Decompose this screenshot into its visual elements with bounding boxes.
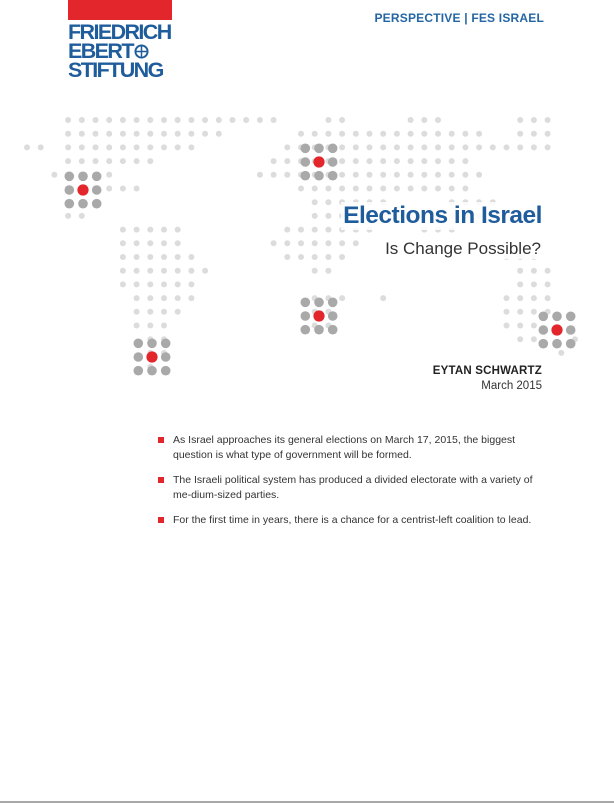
map-dot bbox=[435, 131, 441, 137]
map-dot bbox=[325, 186, 331, 192]
map-dot bbox=[462, 131, 468, 137]
map-dot bbox=[408, 172, 414, 178]
map-dot bbox=[531, 295, 537, 301]
map-dot bbox=[134, 158, 140, 164]
map-dot bbox=[188, 117, 194, 123]
map-dot bbox=[106, 144, 112, 150]
map-dot bbox=[78, 199, 88, 209]
map-dot bbox=[531, 268, 537, 274]
bullet-marker bbox=[158, 437, 164, 443]
map-dot bbox=[517, 295, 523, 301]
map-dot bbox=[421, 172, 427, 178]
map-dot bbox=[339, 172, 345, 178]
map-dot bbox=[175, 254, 181, 260]
map-dot bbox=[65, 131, 71, 137]
map-dot bbox=[134, 186, 140, 192]
map-dot bbox=[175, 268, 181, 274]
map-dot bbox=[147, 158, 153, 164]
map-dot bbox=[188, 268, 194, 274]
map-dot bbox=[435, 186, 441, 192]
map-dot bbox=[504, 309, 510, 315]
series-label: PERSPECTIVE | FES ISRAEL bbox=[374, 11, 544, 25]
map-dot bbox=[339, 295, 345, 301]
dotted-world-map bbox=[0, 0, 614, 400]
map-dot bbox=[545, 131, 551, 137]
map-dot bbox=[298, 227, 304, 233]
map-dot bbox=[106, 172, 112, 178]
map-dot bbox=[298, 240, 304, 246]
map-dot bbox=[353, 186, 359, 192]
map-dot bbox=[120, 186, 126, 192]
map-dot bbox=[449, 172, 455, 178]
map-dot bbox=[367, 158, 373, 164]
map-dot bbox=[301, 311, 311, 321]
map-dot bbox=[312, 227, 318, 233]
map-dot bbox=[301, 325, 311, 335]
map-dot bbox=[394, 186, 400, 192]
map-dot bbox=[339, 144, 345, 150]
map-dot bbox=[134, 295, 140, 301]
map-dot bbox=[517, 309, 523, 315]
map-dot bbox=[545, 117, 551, 123]
map-dot bbox=[517, 268, 523, 274]
map-dot bbox=[539, 312, 549, 322]
map-dot bbox=[449, 144, 455, 150]
map-dot bbox=[339, 158, 345, 164]
map-dot bbox=[313, 310, 324, 321]
map-dot bbox=[408, 144, 414, 150]
map-dot bbox=[301, 298, 311, 308]
map-dot bbox=[175, 227, 181, 233]
map-dot bbox=[120, 268, 126, 274]
map-dot bbox=[314, 325, 324, 335]
map-dot bbox=[120, 144, 126, 150]
map-dot bbox=[328, 171, 338, 181]
map-dot bbox=[545, 295, 551, 301]
map-dot bbox=[147, 339, 157, 349]
map-dot bbox=[367, 172, 373, 178]
map-dot bbox=[339, 186, 345, 192]
map-dot bbox=[517, 336, 523, 342]
map-dot bbox=[380, 186, 386, 192]
map-dot bbox=[312, 199, 318, 205]
map-dot bbox=[312, 254, 318, 260]
map-dot bbox=[79, 144, 85, 150]
map-dot bbox=[545, 144, 551, 150]
map-dot bbox=[339, 117, 345, 123]
map-dot bbox=[558, 350, 564, 356]
map-dot bbox=[353, 240, 359, 246]
summary-bullet bbox=[158, 513, 548, 528]
map-dot bbox=[552, 312, 562, 322]
map-dot bbox=[134, 281, 140, 287]
map-dot bbox=[298, 186, 304, 192]
map-dot bbox=[92, 185, 102, 195]
map-dot bbox=[216, 131, 222, 137]
map-dot bbox=[476, 144, 482, 150]
map-dot bbox=[65, 172, 75, 182]
map-dot bbox=[539, 339, 549, 349]
map-dot bbox=[271, 172, 277, 178]
map-dot bbox=[462, 172, 468, 178]
map-dot bbox=[380, 172, 386, 178]
map-dot bbox=[216, 117, 222, 123]
map-dot bbox=[202, 131, 208, 137]
map-dot bbox=[408, 186, 414, 192]
map-dot bbox=[188, 281, 194, 287]
map-dot bbox=[175, 144, 181, 150]
map-dot bbox=[312, 213, 318, 219]
map-dot bbox=[134, 268, 140, 274]
logo-line-2-text: EBERT bbox=[68, 39, 133, 63]
map-dot bbox=[476, 172, 482, 178]
map-dot bbox=[147, 227, 153, 233]
map-dot bbox=[257, 117, 263, 123]
map-dot bbox=[504, 323, 510, 329]
map-dot bbox=[188, 131, 194, 137]
map-dot bbox=[134, 366, 144, 376]
map-dot bbox=[120, 254, 126, 260]
map-dot bbox=[566, 312, 576, 322]
map-dot bbox=[147, 323, 153, 329]
map-dot bbox=[147, 117, 153, 123]
map-dot bbox=[531, 323, 537, 329]
map-dot bbox=[161, 339, 171, 349]
map-dot bbox=[65, 117, 71, 123]
map-dot bbox=[325, 240, 331, 246]
map-dot bbox=[161, 366, 171, 376]
map-dot bbox=[161, 352, 171, 362]
map-dot bbox=[284, 172, 290, 178]
map-dot bbox=[120, 281, 126, 287]
map-dot bbox=[552, 339, 562, 349]
map-dot bbox=[134, 352, 144, 362]
map-dot bbox=[504, 144, 510, 150]
map-dot bbox=[353, 144, 359, 150]
summary-bullet bbox=[158, 473, 548, 503]
publication-date: March 2015 bbox=[481, 380, 542, 392]
map-dot bbox=[517, 323, 523, 329]
map-dot bbox=[367, 144, 373, 150]
map-dot bbox=[380, 144, 386, 150]
map-dot bbox=[517, 281, 523, 287]
map-dot bbox=[175, 117, 181, 123]
map-dot bbox=[421, 158, 427, 164]
map-dot bbox=[531, 131, 537, 137]
map-dot bbox=[353, 131, 359, 137]
map-dot bbox=[147, 268, 153, 274]
map-dot bbox=[147, 309, 153, 315]
map-dot bbox=[93, 158, 99, 164]
map-dot bbox=[435, 117, 441, 123]
map-dot bbox=[120, 227, 126, 233]
map-dot bbox=[531, 281, 537, 287]
map-dot bbox=[284, 144, 290, 150]
map-dot bbox=[328, 157, 338, 167]
map-dot bbox=[449, 131, 455, 137]
map-dot bbox=[325, 213, 331, 219]
map-dot bbox=[325, 268, 331, 274]
map-dot bbox=[380, 295, 386, 301]
map-dot bbox=[134, 117, 140, 123]
map-dot bbox=[65, 199, 75, 209]
map-dot bbox=[298, 254, 304, 260]
map-dot bbox=[353, 158, 359, 164]
map-dot bbox=[517, 117, 523, 123]
map-dot bbox=[339, 254, 345, 260]
map-dot bbox=[161, 117, 167, 123]
bullet-marker bbox=[158, 477, 164, 483]
map-dot bbox=[146, 351, 157, 362]
map-dot bbox=[175, 240, 181, 246]
bullet-text: The Israeli political system has produced a divided electorate with a variety of me-dium-sized parties. bbox=[173, 474, 533, 501]
map-dot bbox=[106, 117, 112, 123]
map-dot bbox=[517, 131, 523, 137]
map-dot bbox=[551, 324, 562, 335]
map-dot bbox=[79, 158, 85, 164]
map-dot bbox=[147, 295, 153, 301]
map-dot bbox=[93, 117, 99, 123]
map-dot bbox=[504, 295, 510, 301]
map-dot bbox=[284, 254, 290, 260]
map-dot bbox=[147, 240, 153, 246]
map-dot bbox=[531, 117, 537, 123]
map-dot bbox=[353, 172, 359, 178]
map-dot bbox=[566, 325, 576, 335]
map-dot bbox=[202, 117, 208, 123]
map-dot bbox=[462, 158, 468, 164]
map-dot bbox=[161, 281, 167, 287]
map-dot bbox=[147, 254, 153, 260]
map-dot bbox=[78, 172, 88, 182]
map-dot bbox=[175, 309, 181, 315]
map-dot bbox=[284, 227, 290, 233]
bullet-text: For the first time in years, there is a chance for a centrist-left coalition to lead. bbox=[173, 514, 532, 526]
logo-line-1: FRIEDRICH bbox=[68, 20, 171, 44]
map-dot bbox=[257, 172, 263, 178]
map-dot bbox=[161, 144, 167, 150]
map-dot bbox=[312, 186, 318, 192]
map-dot bbox=[106, 131, 112, 137]
map-dot bbox=[408, 158, 414, 164]
map-dot bbox=[325, 199, 331, 205]
map-dot bbox=[435, 144, 441, 150]
map-dot bbox=[120, 240, 126, 246]
map-dot bbox=[51, 172, 57, 178]
logo-line-3: STIFTUNG bbox=[68, 58, 163, 82]
map-dot bbox=[38, 144, 44, 150]
map-dot bbox=[147, 144, 153, 150]
map-dot bbox=[421, 117, 427, 123]
map-dot bbox=[161, 227, 167, 233]
map-dot bbox=[449, 186, 455, 192]
map-dot bbox=[394, 144, 400, 150]
map-dot bbox=[545, 281, 551, 287]
map-dot bbox=[328, 325, 338, 335]
map-dot bbox=[312, 240, 318, 246]
map-dot bbox=[202, 268, 208, 274]
map-dot bbox=[314, 144, 324, 154]
map-dot bbox=[134, 144, 140, 150]
map-dot bbox=[314, 298, 324, 308]
map-dot bbox=[531, 309, 537, 315]
map-dot bbox=[545, 268, 551, 274]
map-dot bbox=[161, 295, 167, 301]
map-dot bbox=[325, 131, 331, 137]
map-dot bbox=[435, 158, 441, 164]
map-dot bbox=[531, 336, 537, 342]
map-dot bbox=[408, 117, 414, 123]
map-dot bbox=[93, 131, 99, 137]
map-dot bbox=[161, 323, 167, 329]
map-dot bbox=[421, 186, 427, 192]
map-dot bbox=[147, 366, 157, 376]
map-dot bbox=[134, 309, 140, 315]
map-dot bbox=[106, 158, 112, 164]
map-dot bbox=[394, 131, 400, 137]
bullet-text: As Israel approaches its general elections on March 17, 2015, the biggest question is what type of government will be formed. bbox=[173, 434, 516, 461]
map-dot bbox=[301, 144, 311, 154]
map-dot bbox=[188, 254, 194, 260]
map-dot bbox=[134, 227, 140, 233]
map-dot bbox=[65, 144, 71, 150]
map-dot bbox=[328, 144, 338, 154]
map-dot bbox=[175, 295, 181, 301]
map-dot bbox=[79, 117, 85, 123]
map-dot bbox=[134, 323, 140, 329]
map-dot bbox=[93, 144, 99, 150]
summary-bullet bbox=[158, 433, 548, 463]
map-dot bbox=[161, 268, 167, 274]
map-dot bbox=[367, 131, 373, 137]
map-dot bbox=[312, 131, 318, 137]
map-dot bbox=[65, 158, 71, 164]
map-dot bbox=[188, 295, 194, 301]
map-dot bbox=[531, 144, 537, 150]
map-dot bbox=[120, 158, 126, 164]
map-dot bbox=[24, 144, 30, 150]
map-dot bbox=[325, 117, 331, 123]
summary-bullets bbox=[158, 433, 548, 538]
map-dot bbox=[271, 117, 277, 123]
map-dot bbox=[314, 171, 324, 181]
map-dot bbox=[435, 172, 441, 178]
map-dot bbox=[243, 117, 249, 123]
map-dot bbox=[65, 185, 75, 195]
map-dot bbox=[476, 131, 482, 137]
map-dot bbox=[79, 131, 85, 137]
map-dot bbox=[408, 131, 414, 137]
map-dot bbox=[161, 254, 167, 260]
map-dot bbox=[394, 172, 400, 178]
map-dot bbox=[312, 268, 318, 274]
map-dot bbox=[490, 144, 496, 150]
map-dot bbox=[339, 240, 345, 246]
map-dot bbox=[421, 144, 427, 150]
map-dot bbox=[92, 172, 102, 182]
bullet-marker bbox=[158, 517, 164, 523]
map-dot bbox=[161, 131, 167, 137]
author-name: EYTAN SCHWARTZ bbox=[432, 365, 542, 377]
document-subtitle: Is Change Possible? bbox=[385, 239, 541, 258]
map-dot bbox=[271, 240, 277, 246]
document-title: Elections in Israel bbox=[343, 202, 542, 229]
map-dot bbox=[120, 131, 126, 137]
map-dot bbox=[147, 281, 153, 287]
map-dot bbox=[394, 158, 400, 164]
map-dot bbox=[134, 131, 140, 137]
map-dot bbox=[79, 213, 85, 219]
map-dot bbox=[106, 186, 112, 192]
map-dot bbox=[328, 311, 338, 321]
map-dot bbox=[298, 131, 304, 137]
map-dot bbox=[65, 213, 71, 219]
map-dot bbox=[313, 156, 324, 167]
map-dot bbox=[134, 254, 140, 260]
map-dot bbox=[380, 158, 386, 164]
map-dot bbox=[325, 254, 331, 260]
map-dot bbox=[271, 158, 277, 164]
map-dot bbox=[517, 144, 523, 150]
map-dot bbox=[134, 339, 144, 349]
map-dot bbox=[301, 157, 311, 167]
map-dot bbox=[175, 281, 181, 287]
map-dot bbox=[161, 309, 167, 315]
map-dot bbox=[339, 131, 345, 137]
map-dot bbox=[301, 171, 311, 181]
map-dot bbox=[92, 199, 102, 209]
map-dot bbox=[120, 117, 126, 123]
map-dot bbox=[175, 131, 181, 137]
map-dot bbox=[462, 186, 468, 192]
map-dot bbox=[284, 158, 290, 164]
map-dot bbox=[147, 131, 153, 137]
map-dot bbox=[77, 184, 88, 195]
map-dot bbox=[367, 186, 373, 192]
map-dot bbox=[462, 144, 468, 150]
map-dot bbox=[380, 131, 386, 137]
map-dot bbox=[328, 298, 338, 308]
map-dot bbox=[325, 227, 331, 233]
map-dot bbox=[188, 144, 194, 150]
map-dot bbox=[566, 339, 576, 349]
map-dot bbox=[134, 240, 140, 246]
map-dot bbox=[449, 158, 455, 164]
map-dot bbox=[284, 240, 290, 246]
map-dot bbox=[230, 117, 236, 123]
map-dot bbox=[421, 131, 427, 137]
map-dot bbox=[161, 240, 167, 246]
map-dot bbox=[539, 325, 549, 335]
